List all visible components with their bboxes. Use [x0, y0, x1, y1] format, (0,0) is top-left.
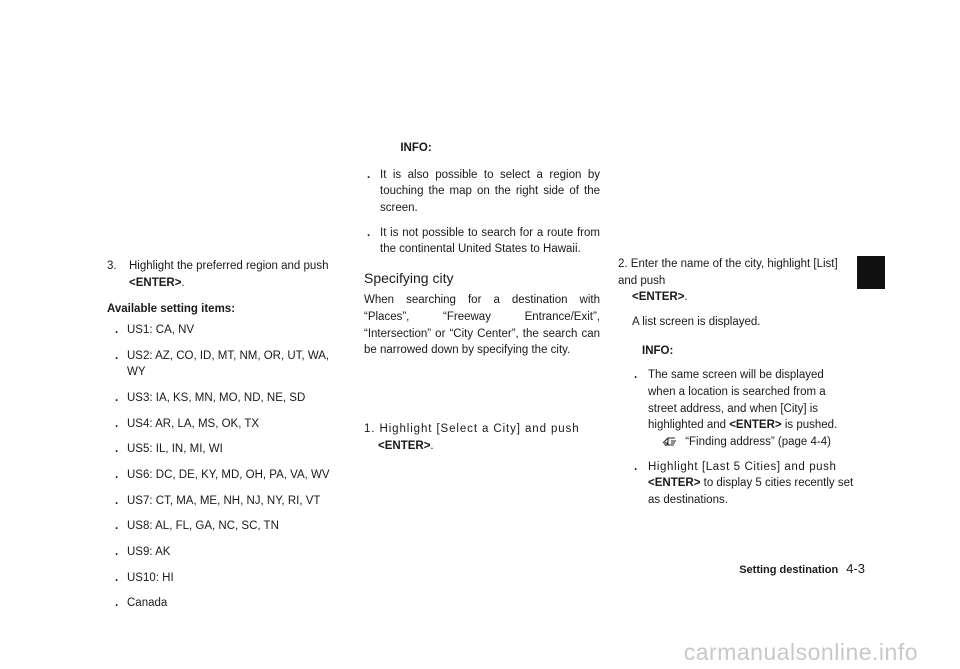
step-result: A list screen is displayed.: [632, 316, 761, 329]
info-text: The same screen will be displayed when a location is searched from a street address, and when [City] is highlighted and: [648, 369, 826, 432]
section-title: Specifying city: [364, 270, 454, 287]
settings-list: [107, 322, 347, 612]
enter-key-label: <ENTER>: [729, 419, 782, 432]
enter-key-label: <ENTER>: [632, 291, 685, 304]
list-item: . US9: AK: [115, 546, 171, 559]
reference-text: “Finding address” (page 4-4): [685, 436, 831, 449]
list-item: . US2: AZ, CO, ID, MT, NM, OR, UT, WA, WY: [115, 349, 330, 379]
info-item: . Highlight [Last 5 Cities] and push <ENTER> to display 5 cities recently set as destinations.: [634, 460, 854, 507]
step-text: Highlight [Select a City] and push: [379, 423, 580, 435]
step-3: [107, 258, 347, 291]
watermark: carmanualsonline.info: [683, 639, 918, 665]
list-item: . US10: HI: [115, 571, 174, 584]
chapter-tab: [857, 256, 885, 289]
left-column: [107, 258, 347, 621]
info-text: Highlight [Last 5 Cities] and push: [648, 460, 837, 473]
info-item: . The same screen will be displayed when a location is searched from a street address, and when [City] is highlighted and <ENTER> is pushed. “Finding address” (page 4-4): [618, 367, 854, 452]
step-number: 3.: [107, 260, 117, 272]
enter-key-label: <ENTER>: [129, 276, 182, 289]
enter-key-label: <ENTER>: [378, 439, 431, 452]
list-item: . US8: AL, FL, GA, NC, SC, TN: [115, 520, 279, 533]
step-text: Enter the name of the city, highlight [List] and push: [618, 258, 838, 287]
info-label: INFO:: [400, 142, 432, 154]
middle-column: [364, 140, 600, 359]
list-item: . US6: DC, DE, KY, MD, OH, PA, VA, WV: [115, 469, 330, 482]
right-column: [618, 256, 854, 515]
list-item: . US7: CT, MA, ME, NH, NJ, NY, RI, VT: [115, 494, 321, 507]
footer-section-title: Setting destination: [739, 564, 839, 576]
section-text: When searching for a destination with “Places”, “Freeway Entrance/Exit”, “Intersection” or “City Center”, the search can be narrowed down by specifying the city.: [364, 294, 600, 357]
info-item: . It is also possible to select a region by touching the map on the right side of the screen.: [367, 168, 600, 215]
step-number: 2.: [618, 258, 628, 270]
info-label: INFO:: [642, 344, 674, 357]
page-reference: [648, 434, 854, 453]
page-footer: [720, 560, 865, 579]
info-tail: is pushed.: [784, 419, 838, 432]
list-item: . US4: AR, LA, MS, OK, TX: [115, 417, 260, 430]
list-item: . US1: CA, NV: [115, 324, 195, 337]
reference-hand-icon: [662, 435, 680, 453]
list-item: . US3: IA, KS, MN, MO, ND, NE, SD: [115, 392, 306, 405]
info-tail: to display 5 cities recently set as destinations.: [648, 477, 854, 507]
settings-heading: Available setting items:: [107, 303, 236, 316]
step-text: Highlight the preferred region and push: [129, 260, 329, 272]
step-tail: .: [181, 276, 185, 289]
step-tail: .: [684, 291, 688, 304]
page-number: 4-3: [846, 561, 865, 576]
step-tail: .: [430, 439, 434, 452]
list-item: . US5: IL, IN, MI, WI: [115, 443, 223, 456]
step-1: [364, 421, 600, 454]
info-item: . It is not possible to search for a route from the continental United States to Hawaii.: [367, 226, 600, 256]
step-number: 1.: [364, 423, 376, 435]
step-2: [618, 256, 854, 331]
enter-key-label: <ENTER>: [648, 477, 701, 490]
list-item: . Canada: [115, 597, 168, 610]
